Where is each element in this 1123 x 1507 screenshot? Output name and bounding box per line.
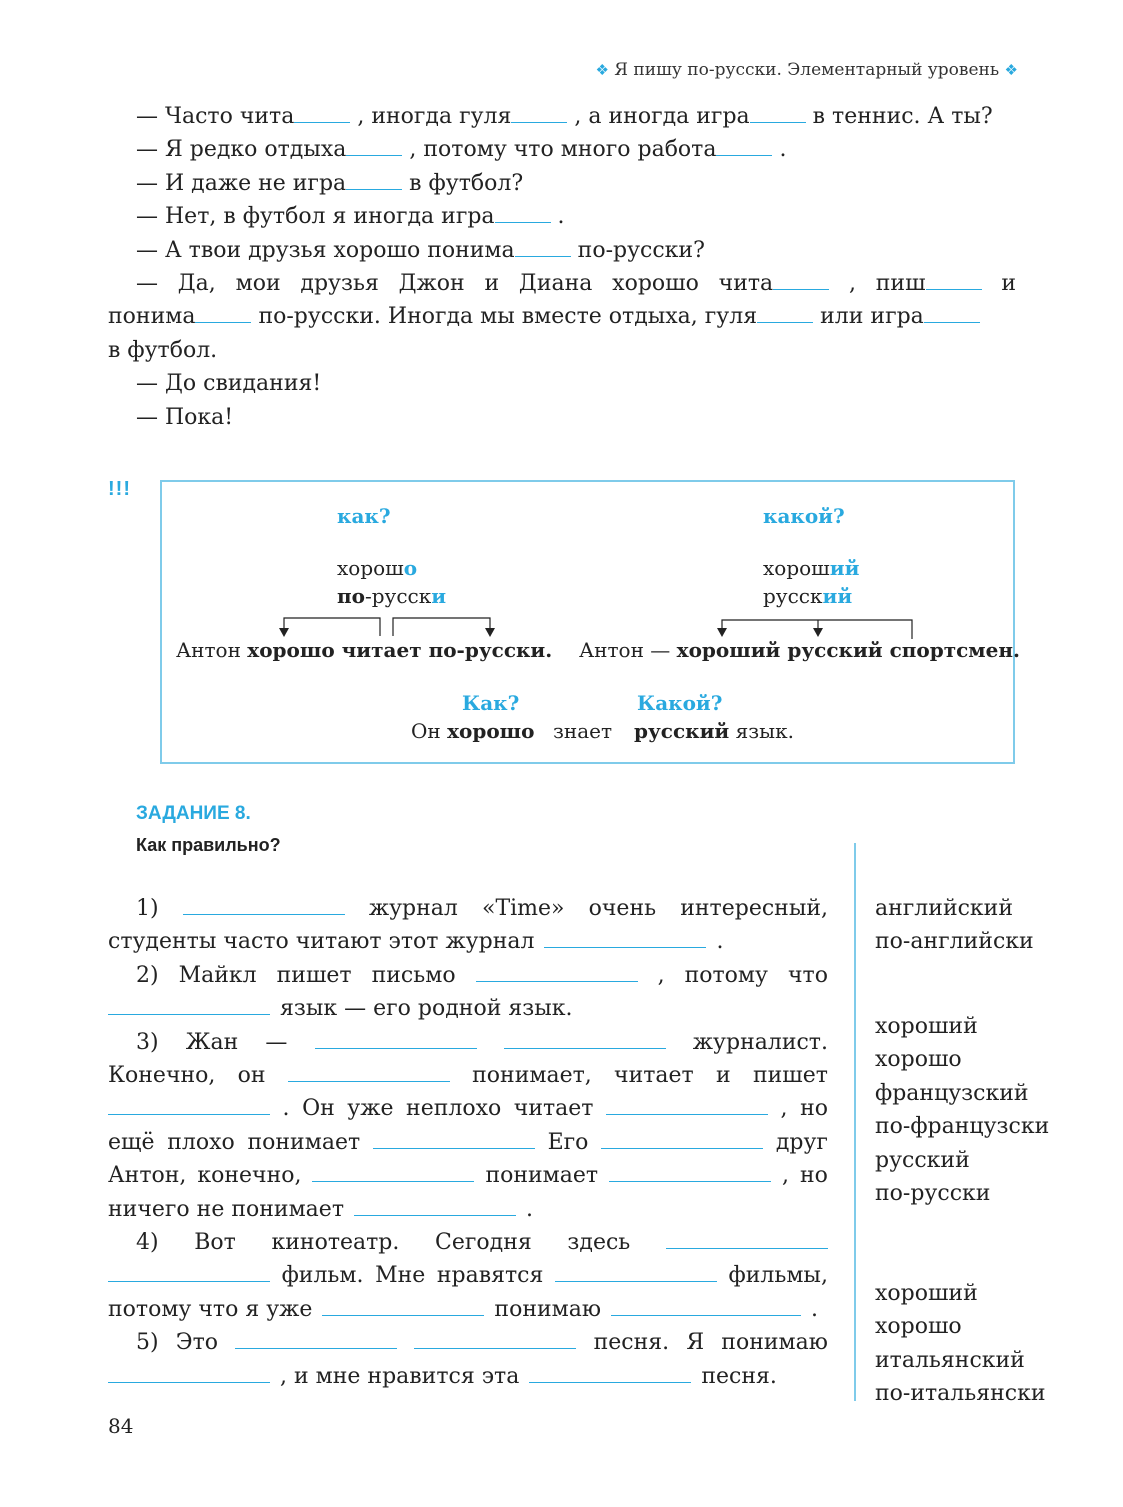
- option-word: английский: [875, 896, 1014, 921]
- option-word: французский: [875, 1080, 1029, 1106]
- task-subtitle: Как правильно?: [136, 835, 281, 855]
- option-word: итальянский: [875, 1347, 1025, 1373]
- text: хорош: [337, 556, 404, 580]
- text: —: [265, 1029, 288, 1055]
- option-word: русский: [875, 1147, 970, 1173]
- text-bold: хороший русский спортсмен.: [676, 638, 1020, 662]
- text: фильмы,: [728, 1263, 828, 1289]
- text: в футбол?: [409, 170, 524, 196]
- example-sentence-bottom: [411, 719, 535, 743]
- option-word: по-французски: [875, 1114, 1050, 1140]
- text: но: [800, 1096, 828, 1122]
- option-word: хороший: [875, 1281, 978, 1306]
- dialog-line-9: [108, 367, 1016, 400]
- text: Конечно,: [108, 1063, 216, 1089]
- blank: [750, 101, 806, 123]
- text: пишет: [276, 962, 352, 988]
- answer-blank[interactable]: [476, 960, 638, 982]
- text: ,: [780, 1096, 788, 1122]
- word-options-group-1: [875, 892, 1034, 959]
- text: он: [237, 1063, 266, 1089]
- text: пишет: [752, 1063, 828, 1089]
- answer-blank[interactable]: [288, 1060, 450, 1082]
- example-sentence-left: [176, 638, 552, 662]
- text: , иногда гуля: [357, 104, 512, 129]
- answer-blank[interactable]: [544, 927, 706, 949]
- blank: [195, 302, 251, 324]
- diamond-icon: ❖: [595, 61, 609, 79]
- text: журналист.: [692, 1029, 828, 1055]
- exercise-text: [108, 892, 828, 1393]
- text: понимает: [485, 1163, 599, 1189]
- exercise-line: [108, 925, 828, 958]
- text: читает: [513, 1096, 594, 1122]
- answer-blank[interactable]: [504, 1027, 666, 1049]
- text: понимаю: [721, 1330, 828, 1356]
- answer-blank[interactable]: [183, 893, 345, 915]
- answer-blank[interactable]: [108, 993, 270, 1015]
- exercise-line: [108, 992, 828, 1025]
- word-khoroshiy: [763, 556, 859, 580]
- text: и: [1001, 271, 1017, 297]
- answer-blank[interactable]: [611, 1294, 801, 1316]
- text: Это: [175, 1330, 219, 1356]
- text: .: [525, 1196, 533, 1222]
- text: .: [716, 929, 724, 955]
- ending: и: [431, 584, 447, 608]
- exercise-line: [108, 1059, 828, 1092]
- text: по-русски?: [577, 237, 705, 263]
- text: в футбол.: [108, 337, 218, 363]
- text: , а иногда игра: [574, 104, 750, 129]
- text: , и мне нравится эта: [280, 1363, 520, 1389]
- text: нравятся: [436, 1263, 544, 1289]
- answer-blank[interactable]: [354, 1194, 516, 1216]
- text: ,: [782, 1163, 790, 1189]
- answer-blank[interactable]: [108, 1094, 270, 1116]
- text: конечно,: [197, 1163, 302, 1189]
- dialog-line-4: [108, 200, 1016, 233]
- exercise-line: [108, 1326, 828, 1359]
- text: — Пока!: [136, 404, 234, 430]
- text: 2): [136, 962, 159, 988]
- dialog-line-3: [108, 167, 1016, 200]
- text: что: [787, 962, 828, 988]
- text: русск: [763, 584, 823, 608]
- text: .: [282, 1096, 290, 1122]
- text: — И даже не игра: [136, 170, 347, 196]
- option-word: хорошо: [875, 1314, 962, 1340]
- dialog-line-8: [108, 334, 1016, 367]
- text: , потому что много работа: [409, 137, 717, 163]
- blank: [346, 168, 402, 190]
- text: потому что я уже: [108, 1296, 313, 1322]
- answer-blank[interactable]: [414, 1327, 576, 1349]
- exercise-line: [108, 959, 828, 992]
- text: письмо: [371, 962, 456, 988]
- question-kak-cap: Как?: [462, 691, 520, 715]
- ending: ий: [822, 584, 853, 608]
- task-title: ЗАДАНИЕ 8.: [136, 803, 251, 824]
- text: понимаю: [494, 1296, 602, 1322]
- exercise-line: [108, 1026, 828, 1059]
- answer-blank[interactable]: [235, 1327, 397, 1349]
- blank: [716, 135, 772, 157]
- text: Он: [302, 1096, 335, 1122]
- option-word: по-русски: [875, 1181, 991, 1207]
- dialog-line-1: [108, 100, 1016, 133]
- text: понимает,: [472, 1063, 592, 1089]
- text: Майкл: [178, 962, 257, 988]
- text: 1): [136, 896, 159, 921]
- text: фильм.: [281, 1263, 364, 1289]
- dialog-line-10: [108, 401, 1016, 434]
- text: — Да, мои друзья Джон и Диана хорошо чита: [136, 271, 774, 297]
- text: Вот: [194, 1230, 236, 1256]
- answer-blank[interactable]: [373, 1127, 535, 1149]
- text: здесь: [567, 1230, 631, 1256]
- text: или игра: [820, 304, 924, 330]
- text: — Я редко отдыха: [136, 137, 347, 163]
- text: плохо: [167, 1129, 235, 1155]
- text: читает: [614, 1063, 694, 1089]
- answer-blank[interactable]: [108, 1261, 270, 1283]
- text: Его: [547, 1129, 589, 1155]
- answer-blank[interactable]: [666, 1227, 828, 1249]
- exercise-line: [108, 1259, 828, 1292]
- blank: [346, 135, 402, 157]
- text: ещё: [108, 1129, 155, 1155]
- text: -русск: [364, 584, 432, 608]
- attention-marker: !!!: [108, 478, 131, 500]
- exercise-line: [108, 1226, 828, 1259]
- text: друг: [775, 1129, 828, 1155]
- running-header: [595, 60, 1018, 80]
- exercise-line: [108, 1360, 828, 1393]
- text: Сегодня: [435, 1230, 532, 1256]
- text: понимает: [247, 1129, 361, 1155]
- text: студенты часто читают этот журнал: [108, 929, 535, 955]
- exercise-line: [108, 1126, 828, 1159]
- blank: [511, 101, 567, 123]
- text: — А твои друзья хорошо понима: [136, 237, 515, 263]
- ending: ий: [829, 556, 860, 580]
- blank: [926, 268, 982, 290]
- grammar-rule-box: [160, 480, 1020, 764]
- ending: о: [403, 556, 418, 580]
- text: .: [811, 1296, 819, 1322]
- answer-blank[interactable]: [601, 1127, 763, 1149]
- text: — Часто чита: [136, 104, 295, 129]
- example-sentence-right: [579, 638, 1020, 662]
- word-options-group-2: [875, 1010, 1049, 1210]
- text: Антон —: [579, 638, 677, 662]
- text: 4): [136, 1230, 159, 1256]
- text: — Нет, в футбол я иногда игра: [136, 204, 495, 230]
- option-word: по-итальянски: [875, 1381, 1046, 1407]
- answer-blank[interactable]: [555, 1261, 717, 1283]
- prefix: по: [337, 584, 365, 608]
- blank: [294, 101, 350, 123]
- blank: [515, 235, 571, 257]
- word-options-group-3: [875, 1277, 1046, 1411]
- question-kakoy: какой?: [763, 504, 845, 528]
- text-bold: русский: [634, 719, 730, 743]
- text: уже: [347, 1096, 394, 1122]
- text: но: [800, 1163, 828, 1189]
- text: 3): [136, 1029, 159, 1055]
- text: по-русски. Иногда мы вместе отдыха, гуля: [258, 304, 758, 330]
- answer-blank[interactable]: [322, 1294, 484, 1316]
- text: песня.: [593, 1330, 670, 1356]
- text: интересный,: [680, 896, 828, 921]
- text: ,: [657, 962, 665, 988]
- vertical-divider: [854, 843, 856, 1401]
- header-text: Я пишу по-русски. Элементарный уровень: [614, 60, 1000, 80]
- blank: [495, 201, 551, 223]
- answer-blank[interactable]: [312, 1160, 474, 1182]
- text: песня.: [701, 1363, 777, 1389]
- text: Мне: [375, 1263, 426, 1289]
- text: в теннис. А ты?: [812, 104, 993, 129]
- text: Антон,: [108, 1163, 187, 1189]
- blank: [773, 268, 829, 290]
- answer-blank[interactable]: [529, 1361, 691, 1383]
- example-phrase: [634, 719, 794, 743]
- text: , пиш: [848, 271, 926, 297]
- exercise-line: [108, 1293, 828, 1326]
- exercise-line: [108, 1159, 828, 1192]
- text-bold: хорошо читает по-русски.: [247, 638, 553, 662]
- text: — До свидания!: [136, 371, 322, 397]
- text-bold: хорошо: [447, 719, 535, 743]
- text: кинотеатр.: [271, 1230, 400, 1256]
- dialog-line-5: [108, 234, 1016, 267]
- option-word: хорошо: [875, 1047, 962, 1073]
- text: понима: [108, 304, 196, 330]
- text: язык.: [729, 719, 794, 743]
- option-word: по-английски: [875, 929, 1034, 955]
- exercise-line: [108, 1193, 828, 1226]
- text: и: [716, 1063, 731, 1089]
- question-kakoy-cap: Какой?: [637, 691, 723, 715]
- word-russkiy: [763, 584, 852, 608]
- option-word: хороший: [875, 1014, 978, 1039]
- dialog-line-7: [108, 300, 1016, 333]
- answer-blank[interactable]: [315, 1027, 477, 1049]
- dialog-text: [108, 100, 1016, 434]
- text: 5): [136, 1330, 159, 1356]
- blank: [924, 302, 980, 324]
- text: Жан: [185, 1029, 239, 1055]
- exercise-line: [108, 1092, 828, 1125]
- question-kak: как?: [337, 504, 391, 528]
- page-number: 84: [108, 1414, 134, 1438]
- exercise-line: [108, 892, 828, 925]
- diamond-icon: ❖: [1004, 61, 1018, 79]
- text: журнал: [368, 896, 458, 921]
- dialog-line-6: [108, 267, 1016, 300]
- text: очень: [588, 896, 657, 921]
- answer-blank[interactable]: [609, 1160, 771, 1182]
- text: хорош: [763, 556, 830, 580]
- verb-znaet: знает: [553, 719, 613, 743]
- blank: [757, 302, 813, 324]
- text: Антон: [176, 638, 248, 662]
- text: язык — его родной язык.: [280, 996, 573, 1022]
- text: потому: [684, 962, 768, 988]
- text: Я: [686, 1330, 705, 1356]
- text: .: [779, 137, 787, 163]
- text: .: [557, 204, 565, 230]
- dialog-line-2: [108, 133, 1016, 166]
- answer-blank[interactable]: [108, 1361, 270, 1383]
- text: Он: [411, 719, 448, 743]
- text: «Time»: [482, 896, 565, 921]
- text: ничего не понимает: [108, 1196, 344, 1222]
- text: неплохо: [406, 1096, 502, 1122]
- answer-blank[interactable]: [606, 1094, 768, 1116]
